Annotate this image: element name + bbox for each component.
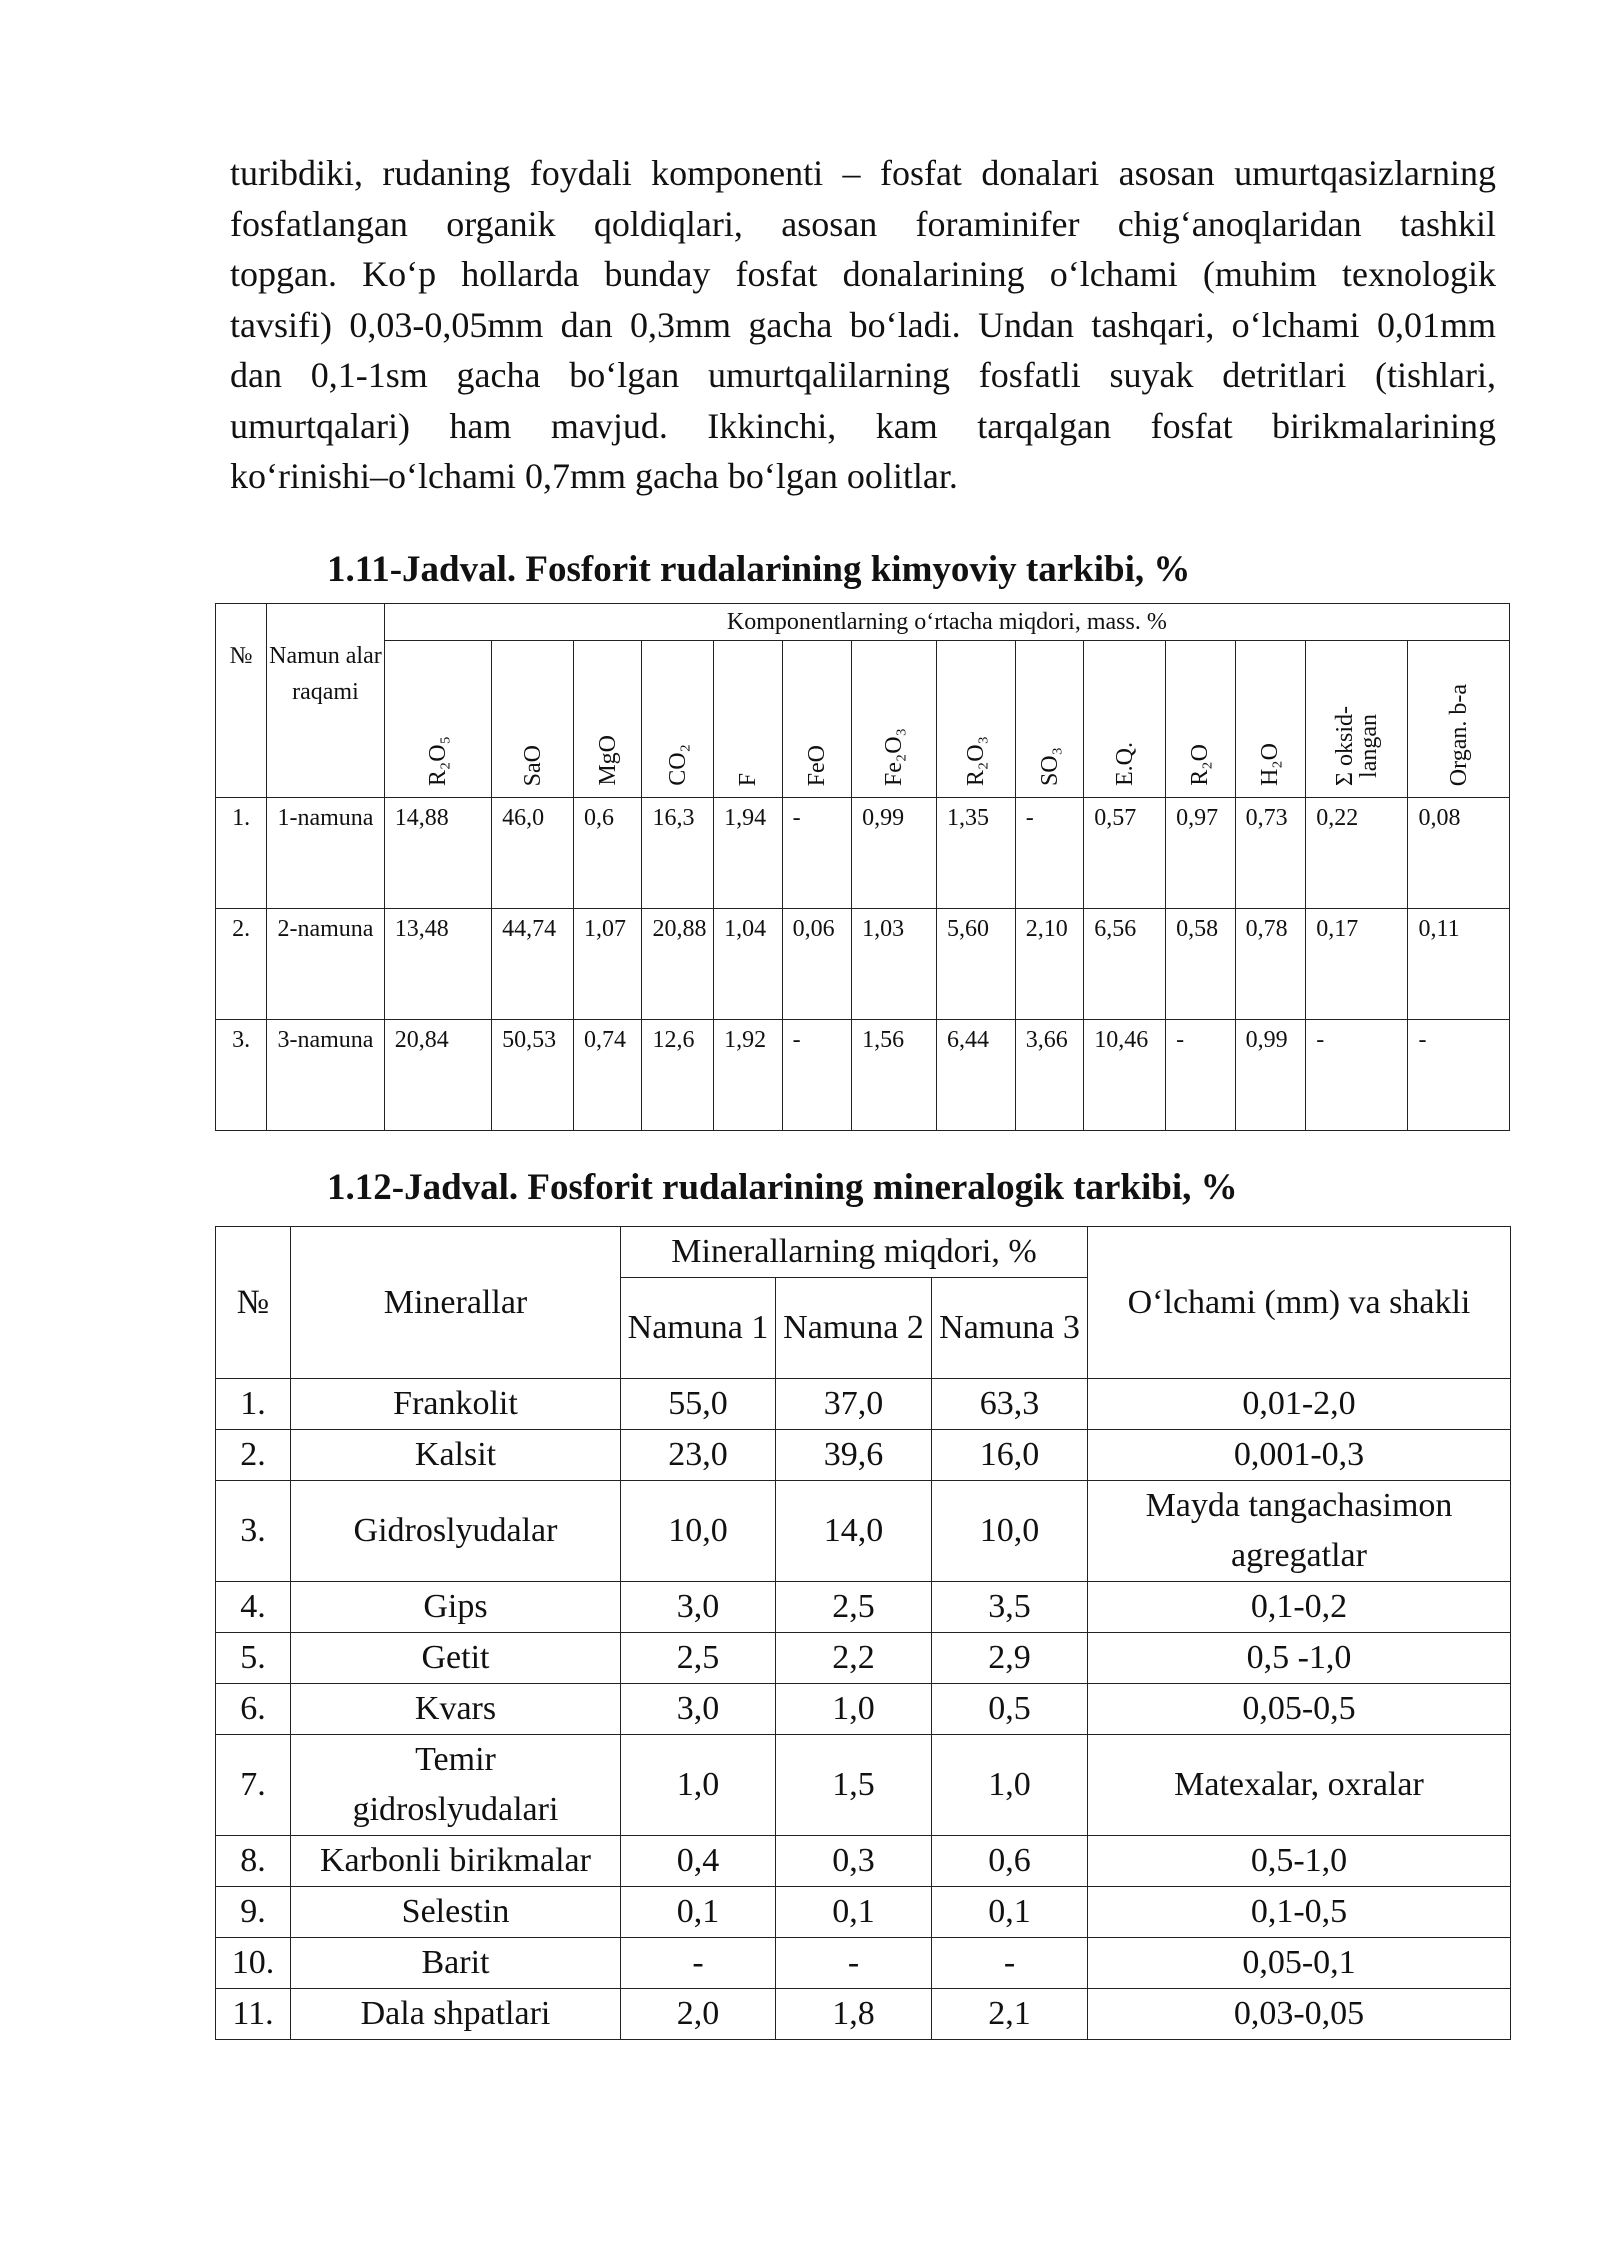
row-number: 5.: [216, 1633, 291, 1684]
value-cell: 1,0: [776, 1684, 932, 1735]
value-cell: 16,0: [932, 1430, 1088, 1481]
size-cell: Matexalar, oxralar: [1088, 1735, 1511, 1836]
table-row: [216, 1938, 1511, 1989]
paragraph-line: tavsifi) 0,03-0,05mm dan 0,3mm gacha bo‘ladi. Undan tashqari, o‘lchami 0,01mm: [230, 304, 1496, 345]
table-row: [216, 1836, 1511, 1887]
value-cell: 6,56: [1084, 909, 1166, 1020]
minerals-header: Minerallar: [291, 1227, 621, 1379]
sample-number-header: Namun alar raqami: [267, 604, 385, 798]
row-number: 3.: [216, 1481, 291, 1582]
value-cell: -: [1306, 1020, 1408, 1131]
row-number: 11.: [216, 1989, 291, 2040]
table-row: [216, 798, 1510, 909]
value-cell: 0,1: [776, 1887, 932, 1938]
component-label: E.Q.: [1111, 742, 1138, 786]
value-cell: 0,1: [621, 1887, 776, 1938]
component-header: [1166, 641, 1236, 798]
row-number: 1.: [216, 1379, 291, 1430]
mineral-name: Kalsit: [291, 1430, 621, 1481]
component-label: MgO: [594, 735, 621, 786]
value-cell: 0,4: [621, 1836, 776, 1887]
value-cell: 0,74: [573, 1020, 642, 1131]
table-row: [216, 1735, 1511, 1836]
table-row: [216, 1633, 1511, 1684]
table1-caption: 1.11-Jadval. Fosforit rudalarining kimyoviy tarkibi, %: [327, 549, 1191, 590]
value-cell: 2,5: [776, 1582, 932, 1633]
component-header: [1235, 641, 1306, 798]
mineral-name: Selestin: [291, 1887, 621, 1938]
value-cell: 50,53: [492, 1020, 574, 1131]
value-cell: 55,0: [621, 1379, 776, 1430]
value-cell: 2,9: [932, 1633, 1088, 1684]
value-cell: 3,66: [1015, 1020, 1084, 1131]
paragraph-line: fosfatlangan organik qoldiqlari, asosan foraminifer chig‘anoqlaridan tashkil: [230, 203, 1496, 244]
value-cell: 12,6: [642, 1020, 714, 1131]
row-number: 1.: [216, 798, 267, 909]
component-header: [1408, 641, 1510, 798]
row-number: 7.: [216, 1735, 291, 1836]
mineral-name: Getit: [291, 1633, 621, 1684]
mineral-name: Gidroslyudalar: [291, 1481, 621, 1582]
table-row: [216, 1430, 1511, 1481]
component-label: FeO: [803, 744, 830, 786]
paragraph-line: topgan. Ko‘p hollarda bunday fosfat donalarining o‘lchami (muhim texnologik: [230, 254, 1496, 294]
value-cell: 3,5: [932, 1582, 1088, 1633]
row-number: 8.: [216, 1836, 291, 1887]
size-cell: 0,001-0,3: [1088, 1430, 1511, 1481]
value-cell: 1,03: [852, 909, 937, 1020]
mineral-name: Frankolit: [291, 1379, 621, 1430]
mineral-name: Temir gidroslyudalari: [291, 1735, 621, 1836]
component-label: Σ oksid- langan: [1331, 706, 1382, 786]
value-cell: 0,58: [1166, 909, 1236, 1020]
mineral-name: Barit: [291, 1938, 621, 1989]
value-cell: 6,44: [937, 1020, 1016, 1131]
value-cell: 0,57: [1084, 798, 1166, 909]
value-cell: 23,0: [621, 1430, 776, 1481]
table-row: [216, 1481, 1511, 1582]
value-cell: 1,5: [776, 1735, 932, 1836]
value-cell: 1,92: [714, 1020, 783, 1131]
value-cell: 20,88: [642, 909, 714, 1020]
size-cell: 0,5-1,0: [1088, 1836, 1511, 1887]
value-cell: 10,0: [932, 1481, 1088, 1582]
value-cell: 0,99: [1235, 1020, 1306, 1131]
value-cell: 37,0: [776, 1379, 932, 1430]
value-cell: -: [1015, 798, 1084, 909]
value-cell: 10,0: [621, 1481, 776, 1582]
size-cell: 0,03-0,05: [1088, 1989, 1511, 2040]
mineral-name: Kvars: [291, 1684, 621, 1735]
value-cell: 1,35: [937, 798, 1016, 909]
components-header: Komponentlarning o‘rtacha miqdori, mass. %: [384, 604, 1509, 641]
component-header: [492, 641, 574, 798]
value-cell: 39,6: [776, 1430, 932, 1481]
paragraph-line: umurtqalari) ham mavjud. Ikkinchi, kam tarqalgan fosfat birikmalarining: [230, 405, 1496, 446]
paragraph-line: dan 0,1-1sm gacha bo‘lgan umurtqalilarning fosfatli suyak detritlari (tishlari,: [230, 355, 1496, 395]
value-cell: 3,0: [621, 1684, 776, 1735]
row-number: 2.: [216, 909, 267, 1020]
value-cell: 0,99: [852, 798, 937, 909]
row-number: 4.: [216, 1582, 291, 1633]
value-cell: 1,0: [932, 1735, 1088, 1836]
component-label: CO₂: [664, 744, 691, 786]
value-cell: 0,11: [1408, 909, 1510, 1020]
value-cell: 2,1: [932, 1989, 1088, 2040]
value-cell: 0,08: [1408, 798, 1510, 909]
value-cell: 2,10: [1015, 909, 1084, 1020]
sample-name: 3-namuna: [267, 1020, 385, 1131]
value-cell: 0,06: [782, 909, 852, 1020]
value-cell: 0,5: [932, 1684, 1088, 1735]
component-header: [384, 641, 491, 798]
value-cell: 14,0: [776, 1481, 932, 1582]
number-header: №: [216, 1227, 291, 1379]
number-header: №: [216, 604, 267, 798]
value-cell: 2,5: [621, 1633, 776, 1684]
component-label: Fe₂O₃: [881, 727, 908, 786]
size-cell: 0,1-0,5: [1088, 1887, 1511, 1938]
row-number: 6.: [216, 1684, 291, 1735]
size-cell: 0,5 -1,0: [1088, 1633, 1511, 1684]
value-cell: 44,74: [492, 909, 574, 1020]
row-number: 3.: [216, 1020, 267, 1131]
value-cell: -: [1166, 1020, 1236, 1131]
value-cell: -: [932, 1938, 1088, 1989]
table2-caption: 1.12-Jadval. Fosforit rudalarining mineralogik tarkibi, %: [327, 1167, 1238, 1208]
value-cell: 0,6: [932, 1836, 1088, 1887]
sample-name: 2-namuna: [267, 909, 385, 1020]
value-cell: 0,6: [573, 798, 642, 909]
size-cell: Mayda tangachasimon agregatlar: [1088, 1481, 1511, 1582]
table-row: [216, 1582, 1511, 1633]
value-cell: -: [1408, 1020, 1510, 1131]
component-label: R₂O₃: [962, 735, 989, 786]
value-cell: 20,84: [384, 1020, 491, 1131]
component-header: [937, 641, 1016, 798]
component-label: R₂O₅: [424, 735, 451, 786]
component-label: SaO: [519, 744, 546, 786]
table-row: [216, 1684, 1511, 1735]
chemical-composition-table: [215, 603, 1510, 1131]
value-cell: 1,04: [714, 909, 783, 1020]
sample-header: Namuna 2: [776, 1278, 932, 1379]
table-row: [216, 1379, 1511, 1430]
size-cell: 0,1-0,2: [1088, 1582, 1511, 1633]
size-cell: 0,01-2,0: [1088, 1379, 1511, 1430]
component-header: [1306, 641, 1408, 798]
value-cell: 0,1: [932, 1887, 1088, 1938]
table-row: [216, 909, 1510, 1020]
value-cell: 13,48: [384, 909, 491, 1020]
body-paragraph: [230, 148, 1496, 502]
component-header: [573, 641, 642, 798]
table-row: [216, 1989, 1511, 2040]
table-row: [216, 1887, 1511, 1938]
row-number: 2.: [216, 1430, 291, 1481]
value-cell: -: [782, 798, 852, 909]
component-header: [782, 641, 852, 798]
component-header: [1015, 641, 1084, 798]
component-label: H₂O: [1257, 742, 1284, 786]
mineral-composition-table: [215, 1226, 1511, 2040]
value-cell: 1,8: [776, 1989, 932, 2040]
component-label: SO₃: [1036, 746, 1063, 786]
value-cell: 16,3: [642, 798, 714, 909]
table-row: [216, 1020, 1510, 1131]
paragraph-line: turibdiki, rudaning foydali komponenti – fosfat donalari asosan umurtqasizlarning: [230, 153, 1496, 193]
value-cell: 0,22: [1306, 798, 1408, 909]
paragraph-line: ko‘rinishi–o‘lchami 0,7mm gacha bo‘lgan oolitlar.: [230, 456, 958, 496]
value-cell: -: [621, 1938, 776, 1989]
sample-name: 1-namuna: [267, 798, 385, 909]
value-cell: 3,0: [621, 1582, 776, 1633]
mineral-name: Dala shpatlari: [291, 1989, 621, 2040]
sample-header: Namuna 1: [621, 1278, 776, 1379]
value-cell: 0,78: [1235, 909, 1306, 1020]
mineral-amount-header: Minerallarning miqdori, %: [621, 1227, 1088, 1278]
value-cell: 0,3: [776, 1836, 932, 1887]
value-cell: 2,2: [776, 1633, 932, 1684]
row-number: 9.: [216, 1887, 291, 1938]
mineral-name: Gips: [291, 1582, 621, 1633]
value-cell: -: [776, 1938, 932, 1989]
component-label: F: [734, 772, 761, 786]
component-header: [642, 641, 714, 798]
component-label: R₂O: [1187, 744, 1214, 786]
sample-header: Namuna 3: [932, 1278, 1088, 1379]
value-cell: 0,73: [1235, 798, 1306, 909]
component-header: [852, 641, 937, 798]
value-cell: 63,3: [932, 1379, 1088, 1430]
value-cell: 5,60: [937, 909, 1016, 1020]
row-number: 10.: [216, 1938, 291, 1989]
value-cell: 46,0: [492, 798, 574, 909]
value-cell: 1,94: [714, 798, 783, 909]
value-cell: 14,88: [384, 798, 491, 909]
value-cell: 10,46: [1084, 1020, 1166, 1131]
value-cell: 0,97: [1166, 798, 1236, 909]
size-shape-header: O‘lchami (mm) va shakli: [1088, 1227, 1511, 1379]
value-cell: 0,17: [1306, 909, 1408, 1020]
value-cell: 1,07: [573, 909, 642, 1020]
mineral-name: Karbonli birikmalar: [291, 1836, 621, 1887]
value-cell: 1,0: [621, 1735, 776, 1836]
component-header: [1084, 641, 1166, 798]
component-label: Organ. b-a: [1445, 683, 1472, 786]
size-cell: 0,05-0,5: [1088, 1684, 1511, 1735]
value-cell: -: [782, 1020, 852, 1131]
value-cell: 2,0: [621, 1989, 776, 2040]
size-cell: 0,05-0,1: [1088, 1938, 1511, 1989]
value-cell: 1,56: [852, 1020, 937, 1131]
component-header: [714, 641, 783, 798]
